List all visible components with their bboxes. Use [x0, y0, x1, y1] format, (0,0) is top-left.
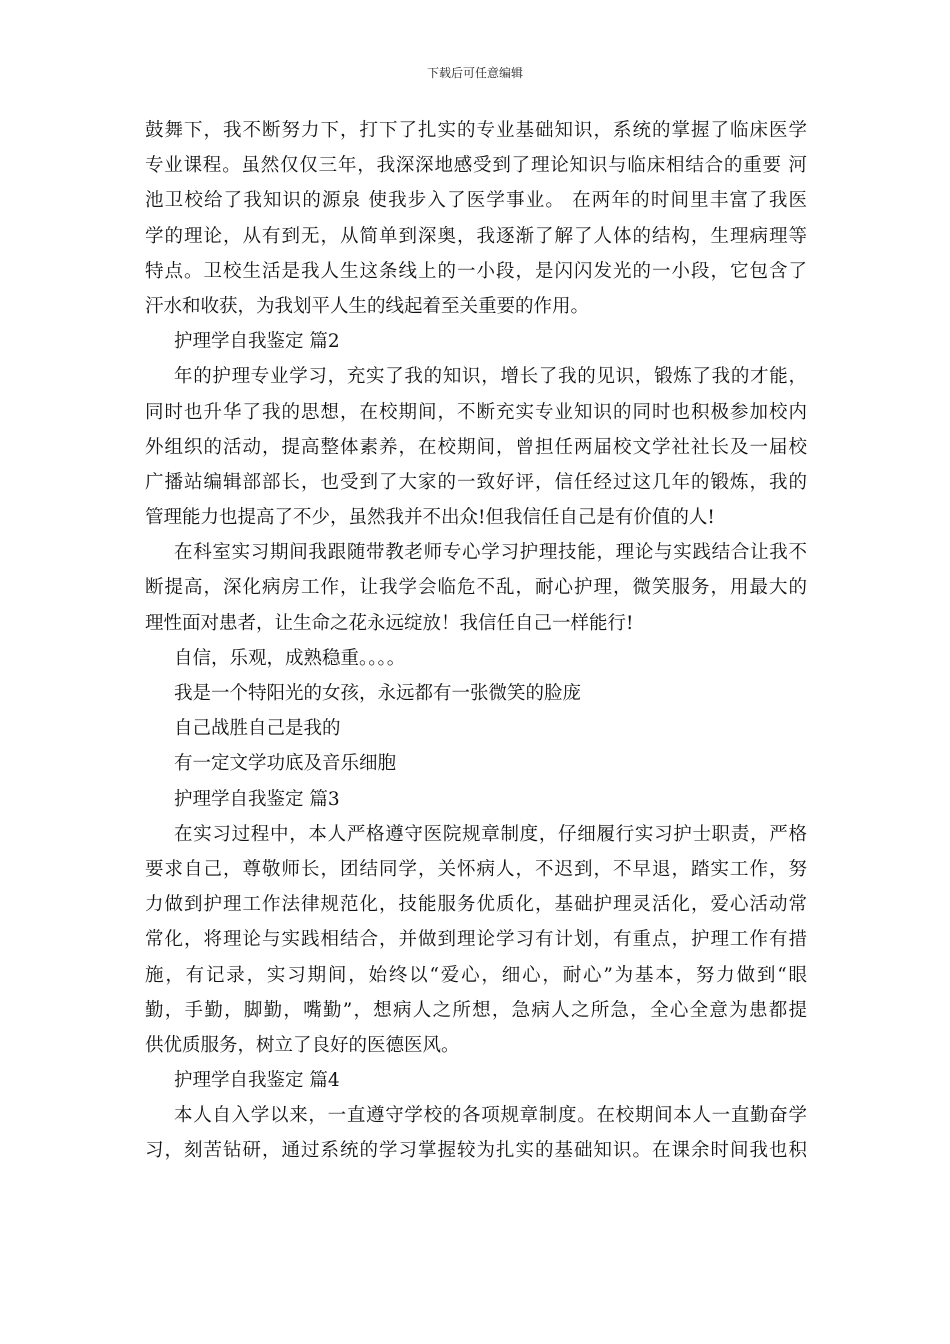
body-line: 有一定文学功底及音乐细胞 [174, 753, 397, 775]
body-line: 汗水和收获，为我划平人生的线起着至关重要的作用。 [145, 295, 590, 317]
body-line: 专业课程。虽然仅仅三年，我深深地感受到了理论知识与临床相结合的重要 河 [145, 155, 807, 177]
body-line: 同时也升华了我的思想，在校期间，不断充实专业知识的同时也积极参加校内 [145, 401, 807, 423]
body-line: 池卫校给了我知识的源泉 使我步入了医学事业。 在两年的时间里丰富了我医 [145, 190, 807, 212]
body-line: 自己战胜自己是我的 [174, 718, 341, 740]
body-line: 供优质服务，树立了良好的医德医风。 [145, 1034, 460, 1056]
section-heading: 护理学自我鉴定 篇4 [174, 1070, 340, 1092]
body-line: 常化，将理论与实践相结合，并做到理论学习有计划，有重点，护理工作有措 [145, 929, 807, 951]
body-line: 外组织的活动，提高整体素养，在校期间，曾担任两届校文学社社长及一届校 [145, 436, 807, 458]
body-line: 在科室实习期间我跟随带教老师专心学习护理技能，理论与实践结合让我不 [174, 542, 807, 564]
body-line: 学的理论，从有到无，从简单到深奥，我逐渐了解了人体的结构，生理病理等 [145, 225, 807, 247]
body-line: 力做到护理工作法律规范化，技能服务优质化，基础护理灵活化，爱心活动常 [145, 894, 807, 916]
body-line: 断提高，深化病房工作，让我学会临危不乱，耐心护理，微笑服务，用最大的 [145, 577, 807, 599]
body-line: 鼓舞下，我不断努力下，打下了扎实的专业基础知识，系统的掌握了临床医学 [145, 120, 807, 141]
body-line: 理性面对患者，让生命之花永远绽放！我信任自己一样能行! [145, 612, 634, 634]
body-line: 自信，乐观，成熟稳重。。。。 [174, 647, 406, 669]
body-line: 本人自入学以来，一直遵守学校的各项规章制度。在校期间本人一直勤奋学 [174, 1105, 807, 1127]
body-line: 要求自己，尊敬师长，团结同学，关怀病人，不迟到，不早退，踏实工作，努 [145, 858, 807, 880]
section-heading: 护理学自我鉴定 篇3 [174, 788, 340, 810]
body-line: 在实习过程中，本人严格遵守医院规章制度，仔细履行实习护士职责，严格 [174, 823, 807, 845]
page-header: 下载后可任意编辑 [426, 66, 523, 80]
body-line: 施，有记录，实习期间，始终以“爱心，细心，耐心”为基本，努力做到“眼 [145, 964, 807, 986]
body-line: 习，刻苦钻研，通过系统的学习掌握较为扎实的基础知识。在课余时间我也积 [145, 1140, 807, 1162]
body-line: 我是一个特阳光的女孩，永远都有一张微笑的脸庞 [174, 683, 582, 704]
body-line: 年的护理专业学习，充实了我的知识，增长了我的见识，锻炼了我的才能， [174, 366, 807, 388]
body-line: 勤，手勤，脚勤，嘴勤”，想病人之所想，急病人之所急，全心全意为患都提 [145, 999, 807, 1021]
body-line: 广播站编辑部部长，也受到了大家的一致好评，信任经过这几年的锻炼，我的 [145, 471, 807, 493]
section-heading: 护理学自我鉴定 篇2 [174, 331, 340, 353]
body-line: 管理能力也提高了不少，虽然我并不出众!但我信任自己是有价值的人! [145, 507, 715, 529]
document-body [145, 113, 807, 1169]
body-line: 特点。卫校生活是我人生这条线上的一小段，是闪闪发光的一小段，它包含了 [145, 260, 807, 282]
